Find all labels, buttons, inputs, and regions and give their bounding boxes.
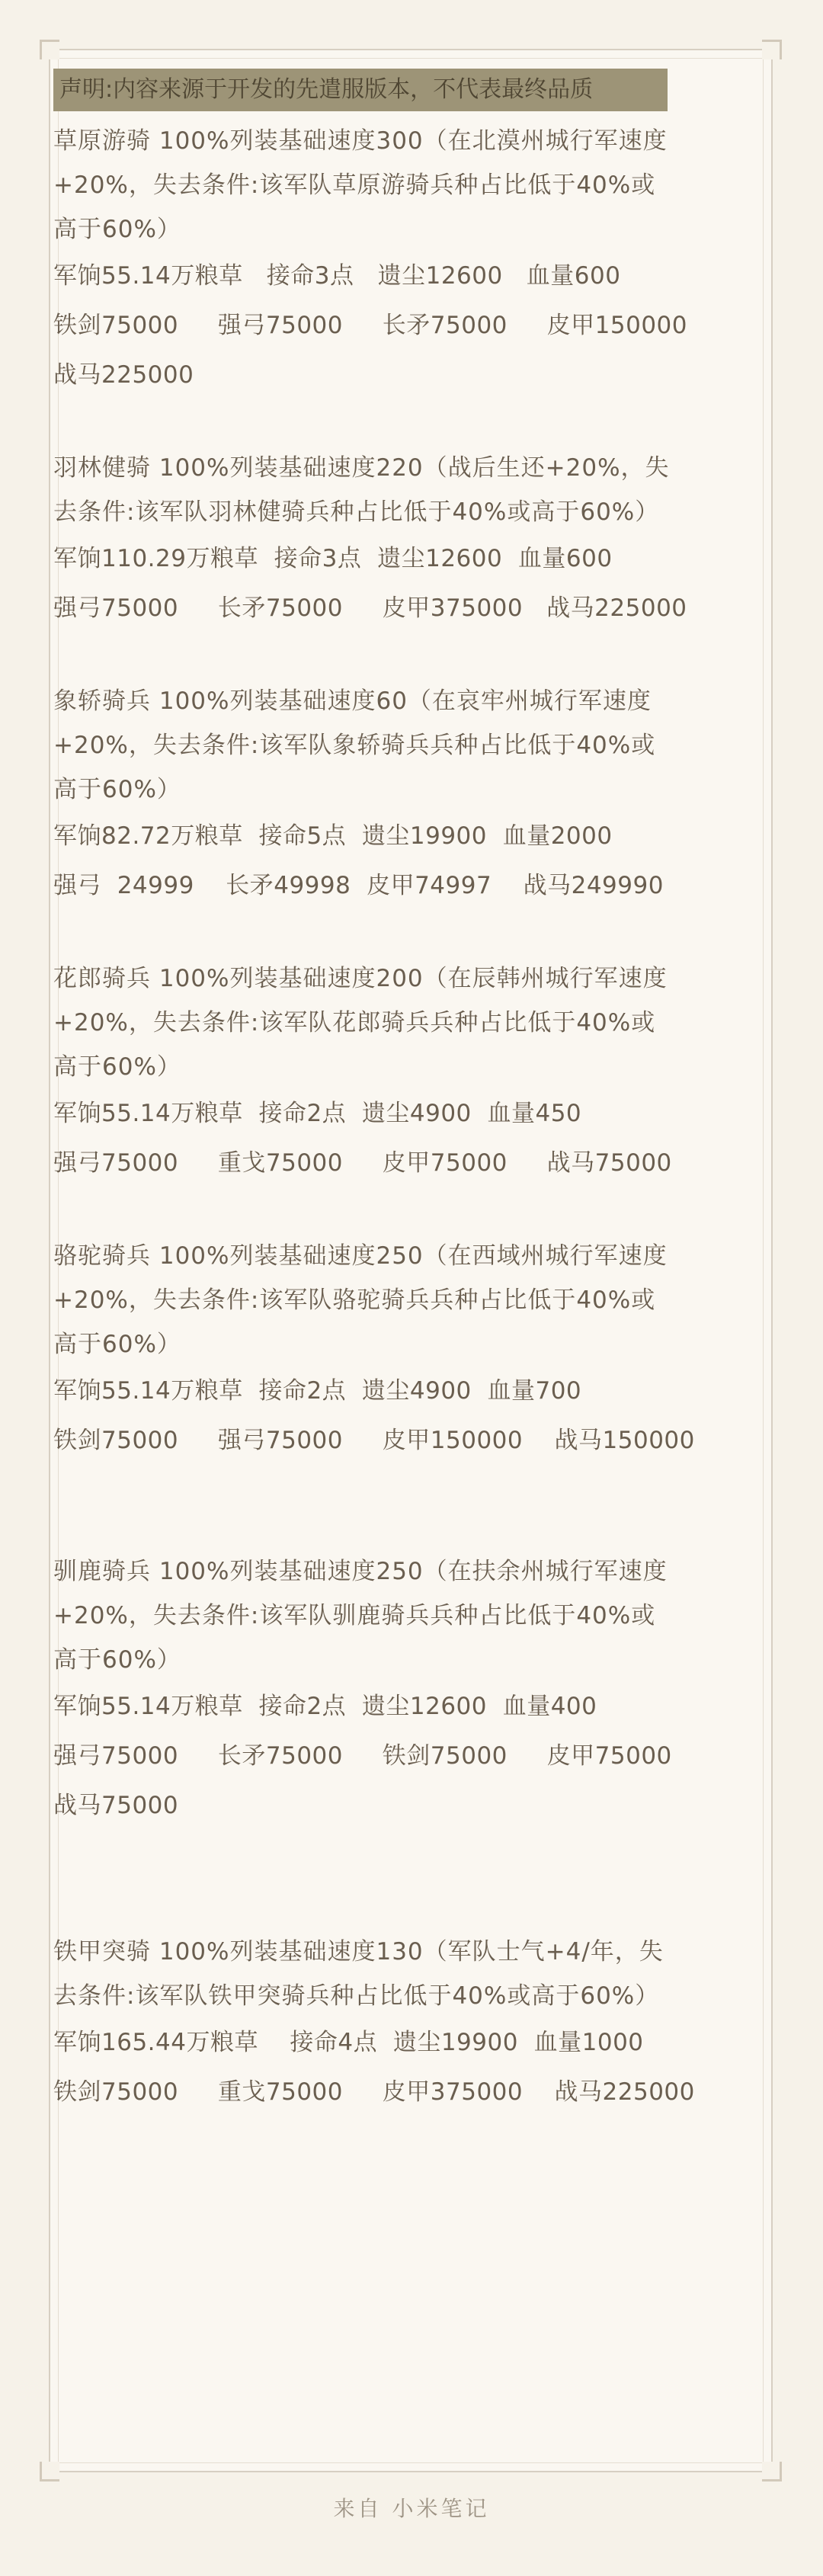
corner-ornament-bottom-left (40, 2462, 59, 2481)
source-footer: 来自 小米笔记 (333, 2496, 490, 2521)
unit-equipment-line: 强弓75000 长矛75000 皮甲375000 战马225000 (53, 594, 687, 622)
unit-equipment-line: 战马75000 (53, 1792, 179, 1819)
unit-equipment-line: 强弓75000 重戈75000 皮甲75000 战马75000 (53, 1149, 672, 1177)
unit-section-yulin-cavalry (53, 446, 687, 633)
unit-title: 驯鹿骑兵 100%列装基础速度250（在扶余州城行军速度+20%，失去条件:该军队驯鹿骑兵兵种占比低于40%或高于60%） (53, 1558, 668, 1674)
unit-section-grassland-cavalry (53, 119, 687, 400)
unit-stats-line: 军饷110.29万粮草 接命3点 遗尘12600 血量600 (53, 545, 613, 572)
unit-stats-line: 军饷55.14万粮草 接命3点 遗尘12600 血量600 (53, 262, 621, 290)
unit-section-reindeer-cavalry (53, 1549, 671, 1831)
unit-equipment-line: 强弓75000 长矛75000 铁剑75000 皮甲75000 (53, 1742, 672, 1770)
unit-equipment-line: 强弓 24999 长矛49998 皮甲74997 战马249990 (53, 872, 664, 899)
unit-section-elephant-cavalry (53, 679, 671, 911)
unit-stats-line: 军饷165.44万粮草 接命4点 遗尘19900 血量1000 (53, 2029, 644, 2056)
unit-title: 羽林健骑 100%列装基础速度220（战后生还+20%，失去条件:该军队羽林健骑兵种占比低于40%或高于60%） (53, 454, 670, 526)
unit-section-camel-cavalry (53, 1234, 695, 1466)
unit-stats-line: 军饷82.72万粮草 接命5点 遗尘19900 血量2000 (53, 822, 613, 850)
note-content (53, 69, 695, 2117)
unit-stats-line: 军饷55.14万粮草 接命2点 遗尘4900 血量450 (53, 1100, 582, 1127)
unit-section-hwarang-cavalry (53, 956, 671, 1188)
corner-ornament-top-left (40, 40, 59, 59)
corner-ornament-top-right (762, 40, 782, 59)
unit-title: 铁甲突骑 100%列装基础速度130（军队士气+4/年，失去条件:该军队铁甲突骑兵种占比低于40%或高于60%） (53, 1938, 664, 2010)
unit-title: 骆驼骑兵 100%列装基础速度250（在西域州城行军速度+20%，失去条件:该军队骆驼骑兵兵种占比低于40%或高于60%） (53, 1242, 668, 1358)
unit-section-armored-cavalry (53, 1930, 695, 2117)
unit-title: 花郎骑兵 100%列装基础速度200（在辰韩州城行军速度+20%，失去条件:该军队花郎骑兵兵种占比低于40%或高于60%） (53, 965, 668, 1081)
disclaimer-highlight: 声明:内容来源于开发的先遣服版本，不代表最终品质 (53, 69, 668, 111)
unit-stats-line: 军饷55.14万粮草 接命2点 遗尘12600 血量400 (53, 1693, 597, 1720)
unit-equipment-line: 铁剑75000 强弓75000 长矛75000 皮甲150000 (53, 312, 687, 339)
unit-equipment-line: 铁剑75000 重戈75000 皮甲375000 战马225000 (53, 2078, 695, 2106)
unit-title: 草原游骑 100%列装基础速度300（在北漠州城行军速度+20%，失去条件:该军队草原游骑兵种占比低于40%或高于60%） (53, 127, 668, 243)
corner-ornament-bottom-right (762, 2462, 782, 2481)
unit-equipment-line: 战马225000 (53, 361, 194, 389)
unit-stats-line: 军饷55.14万粮草 接命2点 遗尘4900 血量700 (53, 1377, 582, 1405)
unit-equipment-line: 铁剑75000 强弓75000 皮甲150000 战马150000 (53, 1427, 695, 1454)
unit-title: 象轿骑兵 100%列装基础速度60（在哀牢州城行军速度+20%，失去条件:该军队象轿骑兵兵种占比低于40%或高于60%） (53, 687, 656, 803)
